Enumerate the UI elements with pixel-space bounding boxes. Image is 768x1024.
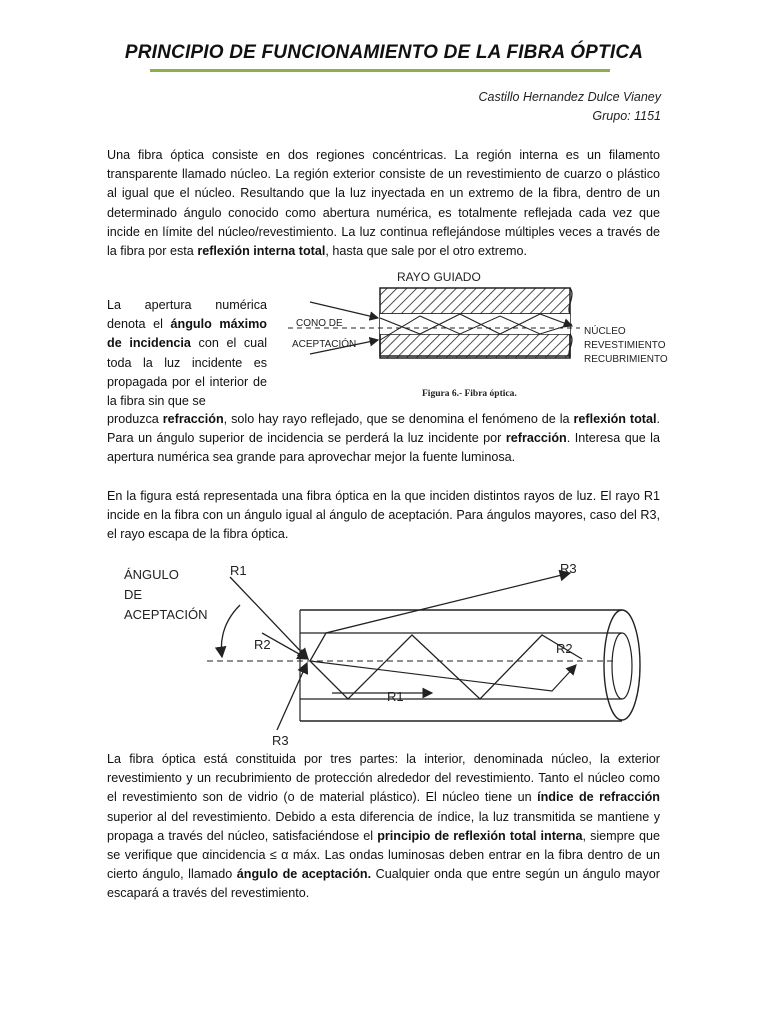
paragraph-refraction-text-b: , solo hay rayo reflejado, que se denomina el fenómeno de la [223,412,574,426]
paragraph-aperture-end: con el cual toda la luz incidente es propagada por el interior de la fibra sin que se [107,336,267,409]
paragraph-refraction-text-c: . Para un ángulo superior de incidencia se perderá la luz incidente por [107,412,661,446]
figure2-angle-arc [221,605,240,657]
paragraph-refraction-text-d: . Interesa que la apertura numérica sea grande para aprovechar mejor la fuente luminosa. [107,431,660,465]
paragraph-structure-text-b: superior al del revestimiento. Debido a esta diferencia de índice, la luz transmitida se mantiene y propaga a través del núcleo, satisfaciéndose el [107,809,660,843]
figure2-r1-top-label: R1 [230,563,247,578]
paragraph-refraction-bold-a: refracción [162,412,224,426]
paragraph-refraction-bold-c: refracción [505,431,567,446]
paragraph-figure-rays: En la figura está representada una fibra óptica en la que inciden distintos rayos de luz. El rayo R1 incide en la fibra con un ángulo igual al ángulo de aceptación. Para ángulos mayores, caso del R3, el rayo escapa de la fibra óptica. [107,489,660,542]
figure2-angle-label-3: ACEPTACIÓN [124,607,208,622]
paragraph-structure-bold-a: índice de refracción [537,790,660,805]
paragraph-aperture-bold: ángulo máximo de incidencia [107,317,267,351]
figure1-cladding-top [380,288,570,314]
figure1-cone-label-2: ACEPTACIÓN [292,339,357,350]
figure1-title: RAYO GUIADO [397,270,481,284]
paragraph-intro-end: , hasta que sale por el otro extremo. [325,244,527,259]
paragraph-structure [107,750,660,904]
paragraph-structure-text-a: La fibra óptica está constituida por tres partes: la interior, denominada núcleo, la exterior revestimiento y un recubrimiento de protección alrededor del revestimiento. Tanto el núcleo como el revestimiento son de vidrio (o de material plástico). El núcleo tiene un [107,752,660,805]
figure2-ray-r3-out [310,573,570,661]
paragraph-structure-bold-c: ángulo de aceptación. [236,867,372,882]
paragraph-refraction-text-a: produzca [107,412,163,426]
paragraph-intro-bold: reflexión interna total [197,244,326,259]
paragraph-aperture [107,296,267,411]
figure1-cladding-label: REVESTIMIENTO [584,340,666,351]
figure1-core-label: NÚCLEO [584,326,626,337]
figure2-r1-inside-label: R1 [387,689,404,704]
figure2-r2-right-label: R2 [556,641,573,656]
figure1-coating-label: RECUBRIMIENTO [584,354,668,365]
page-title: PRINCIPIO DE FUNCIONAMIENTO DE LA FIBRA ÓPTICA [124,42,644,63]
group-number: Grupo: 1151 [592,109,661,123]
figure-acceptance-angle [112,555,662,750]
figure2-r3-top-label: R3 [560,561,577,576]
figure1-cone-label-1: CONO DE [296,318,343,329]
figure2-ray-r2-guided [310,661,576,691]
figure1-caption: Figura 6.- Fibra óptica. [422,389,517,399]
paragraph-aperture-text: La apertura numérica denota el [107,298,267,332]
figure2-angle-label-1: ÁNGULO [124,567,179,582]
paragraph-structure-bold-b: principio de reflexión total interna [377,828,583,843]
paragraph-structure-text-d: Cualquier onda que entre según un ángulo mayor escapará a través del revestimiento. [107,867,661,901]
figure2-fiber-end-core [612,633,632,699]
figure2-r2-left-label: R2 [254,637,271,652]
figure2-r3-bottom-label: R3 [272,733,289,748]
paragraph-refraction [107,410,660,468]
paragraph-refraction-bold-b: reflexión total [573,412,657,426]
paragraph-intro-text: Una fibra óptica consiste en dos regiones concéntricas. La región interna es un filamento transparente llamado núcleo. La región exterior consiste de un revestimiento de cuarzo o plástico al igual que el núcleo. Resultando que la luz inyectada en un extremo de la fibra, dentro de un determinado ángulo conocido como abertura numérica, es totalmente reflejada cada vez que incide en límite del núcleo/revestimiento. La luz continua reflejándose múltiples veces a través de la fibra por esta [107,148,660,259]
paragraph-intro [107,146,660,261]
paragraph-structure-text-c: , siempre que se verifique que αincidencia ≤ α máx. Las ondas luminosas deben entrar en la fibra dentro de un cierto ángulo, llamado [107,828,660,882]
title-underline [150,69,610,72]
figure-guided-ray [280,266,675,402]
figure2-angle-label-2: DE [124,587,143,602]
figure1-ray-upper-in [310,302,378,318]
author-name: Castillo Hernandez Dulce Vianey [478,90,661,104]
figure2-ray-r3-in [277,663,307,730]
figure2-fiber-end-outer [604,610,640,720]
figure1-cladding-bottom [380,334,570,358]
figure1-core-fill [380,314,570,334]
